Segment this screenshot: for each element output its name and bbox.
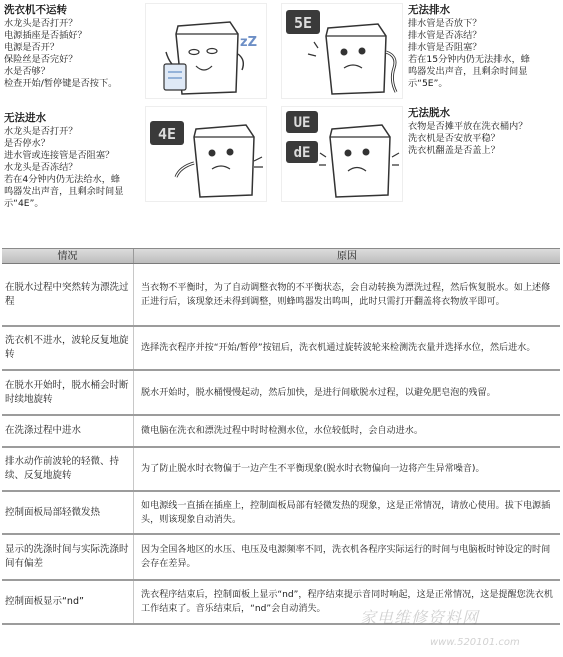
panel-title: 无法排水 (408, 4, 450, 16)
panel-line: 保险丝是否完好？ (4, 54, 78, 65)
panel-line: 水龙头是否打开？ (4, 126, 78, 137)
table-row (2, 535, 560, 581)
water-error-illustration (145, 106, 267, 202)
header-cause: 原因 (337, 251, 357, 262)
watermark-url: www.520101.com (430, 637, 520, 648)
drain-error-illustration (281, 3, 403, 99)
situation-cell: 显示的洗涤时间与实际洗涤时间有偏差 (2, 535, 134, 579)
cause-cell: 微电脑在洗衣和漂洗过程中时时检测水位，水位较低时，会自动进水。 (141, 426, 423, 436)
panel-line: 电源插座是否插好？ (4, 30, 87, 41)
sleeping-washer-illustration (145, 3, 267, 99)
sleep-text: zZ (240, 35, 257, 50)
panel-line: 若在15分钟内仍无法排水，蜂 (408, 54, 530, 65)
situation-cell: 控制面板显示“nd” (2, 581, 134, 623)
spin-code-display-2: dE (293, 145, 311, 161)
panel-title: 洗衣机不运转 (4, 4, 67, 16)
panel-line: 洗衣机翻盖是否盖上？ (408, 145, 500, 156)
drain-code-display: 5E (293, 14, 313, 32)
panel-line: 若在4分钟内仍无法给水，蜂 (4, 174, 121, 185)
panel-line: 示“4E”。 (4, 198, 44, 209)
cause-cell: 如电源线一直插在插座上，控制面板局部有轻微发热的现象，这是正常情况，请放心使用。拔下电源插头，则该现象自动消失。 (141, 500, 551, 525)
situation-cell: 排水动作前波轮的轻微、持续、反复地旋转 (2, 448, 134, 490)
cause-cell: 洗衣程序结束后，控制面板上显示“nd”，程序结束提示音同时响起，这是正常情况，这是提醒您洗衣机工作结束了。音乐结束后，“nd”会自动消失。 (141, 590, 553, 614)
spin-code-display-1: UE (293, 115, 311, 131)
table-row (2, 416, 560, 448)
troubleshooting-table (2, 248, 560, 625)
situation-cell: 控制面板局部轻微发热 (2, 492, 134, 533)
situation-cell: 在脱水过程中突然转为漂洗过程 (2, 264, 134, 325)
water-code-display: 4E (157, 125, 177, 143)
panel-line: 是否停水？ (4, 138, 50, 149)
situation-cell: 在洗涤过程中进水 (2, 416, 134, 446)
panel-line: 检查开始/暂停键是否按下。 (4, 78, 118, 89)
panel-line: 电源是否开？ (4, 42, 60, 53)
panel-line: 衣物是否摊平放在洗衣桶内？ (408, 121, 528, 132)
panel-title: 无法脱水 (408, 107, 450, 119)
panel-no-water (4, 112, 144, 210)
cause-cell: 脱水开始时，脱水桶慢慢起动，然后加快，是进行间歇脱水过程，以避免肥皂泡的残留。 (141, 387, 496, 398)
panel-no-spin (408, 107, 548, 157)
panel-line: 示“5E”。 (408, 78, 448, 89)
panel-line: 水龙头是否打开？ (4, 18, 78, 29)
cause-cell: 当衣物不平衡时，为了自动调整衣物的不平衡状态，会自动转换为漂洗过程，然后恢复脱水。如上述修正进行后，该现象还未得到调整，则蜂鸣器发出鸣叫，此时只需打开翻盖将衣物放平即可。 (141, 282, 551, 307)
panel-title: 无法进水 (4, 112, 46, 124)
panel-line: 鸣器发出声音，且剩余时间显 (408, 66, 528, 77)
situation-cell: 在脱水开始时，脱水桶会时断时续地旋转 (2, 371, 134, 414)
panel-not-running (4, 4, 144, 90)
table-row (2, 371, 560, 416)
panel-line: 水龙头是否冻结？ (4, 162, 78, 173)
panel-no-drain (408, 4, 548, 90)
table-row (2, 448, 560, 492)
table-row (2, 492, 560, 535)
table-header (2, 249, 560, 264)
panel-line: 水是否够？ (4, 66, 50, 77)
panel-line: 排水管是否阻塞？ (408, 42, 482, 53)
watermark-text: 家电维修资料网 (360, 608, 480, 627)
panel-line: 进水管或连接管是否阻塞？ (4, 150, 115, 161)
cause-cell: 为了防止脱水时衣物偏于一边产生不平衡现象(脱水时衣物偏向一边将产生异常噪音)。 (141, 464, 485, 474)
panel-line: 排水管是否放下？ (408, 18, 482, 29)
panel-line: 洗衣机是否安放平稳？ (408, 133, 500, 144)
panel-line: 排水管是否冻结？ (408, 30, 482, 41)
spin-error-illustration (281, 106, 403, 202)
cause-cell: 因为全国各地区的水压、电压及电源频率不同，洗衣机各程序实际运行的时间与电脑板时钟设定的时间会存在差异。 (141, 545, 551, 569)
table-row (2, 327, 560, 371)
header-situation: 情况 (2, 249, 134, 263)
table-row (2, 264, 560, 327)
panel-line: 鸣器发出声音，且剩余时间显 (4, 186, 124, 197)
cause-cell: 选择洗衣程序并按“开始/暂停”按钮后，洗衣机通过旋转波轮来检测洗衣量并选择水位，然后进水。 (141, 343, 536, 353)
situation-cell: 洗衣机不进水，波轮反复地旋转 (2, 327, 134, 369)
